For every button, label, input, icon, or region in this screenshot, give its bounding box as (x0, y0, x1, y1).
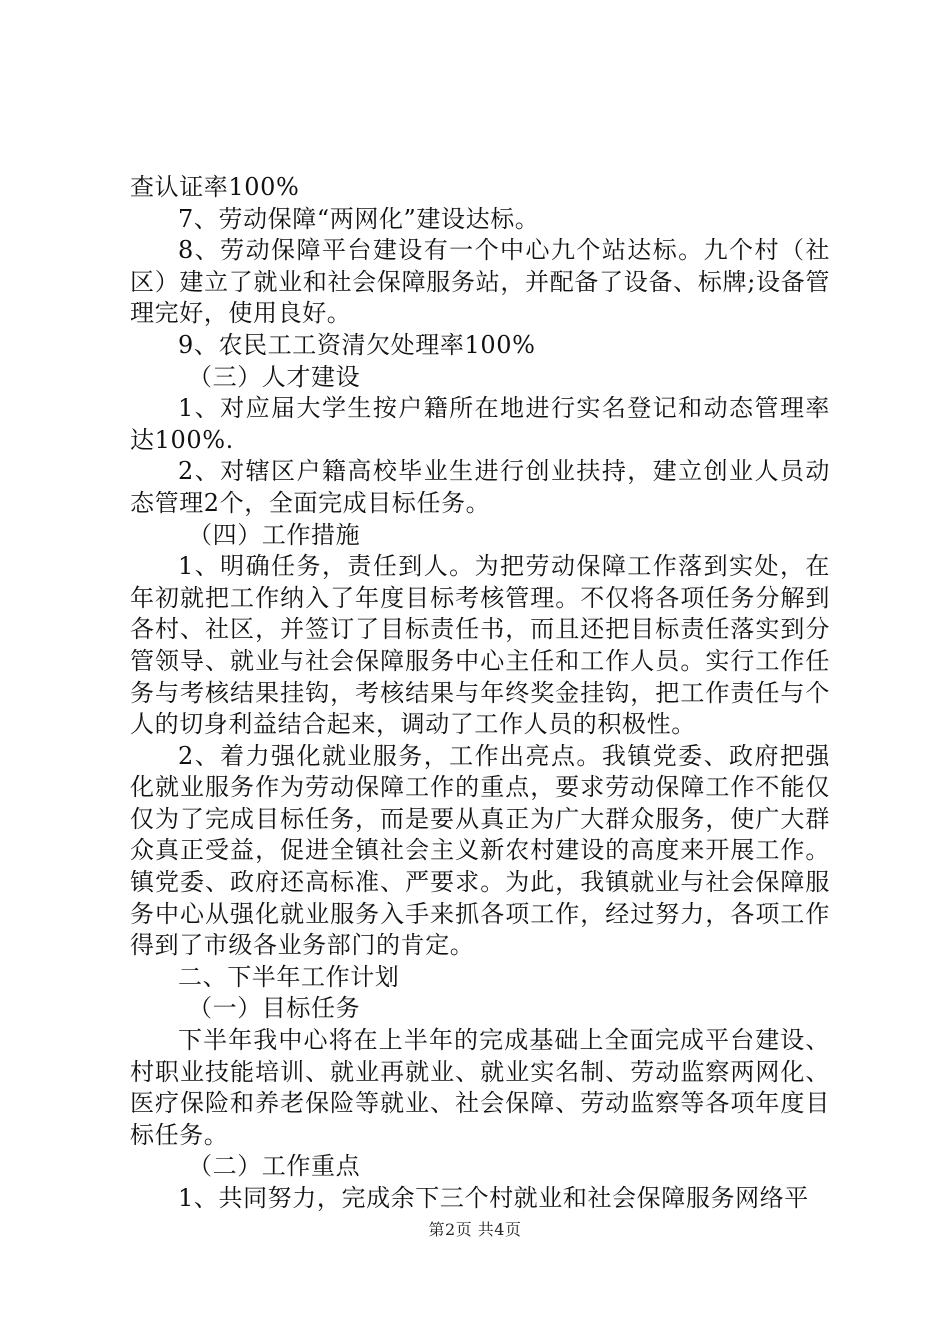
paragraph-measures-2: 2、着力强化就业服务，工作出亮点。我镇党委、政府把强化就业服务作为劳动保障工作的重点，要求劳动保障工作不能仅仅为了完成目标任务，而是要从真正为广大群众服务，使广大群众真正受益，促进全镇社会主义新农村建设的高度来开展工作。镇党委、政府还高标准、严要求。为此，我镇就业与社会保障服务中心从强化就业服务入手来抓各项工作，经过努力，各项工作得到了市级各业务部门的肯定。 (130, 741, 830, 960)
paragraph-focus-1: 1、共同努力，完成余下三个村就业和社会保障服务网络平 (178, 1184, 809, 1212)
paragraph-item-7: 7、劳动保障“两网化”建设达标。 (178, 204, 540, 233)
document-body (130, 172, 830, 1215)
section-heading-targets: （一）目标任务 (188, 994, 361, 1023)
paragraph-talent-1: 1、对应届大学生按户籍所在地进行实名登记和动态管理率达100%. (130, 394, 830, 454)
paragraph-talent-2: 2、对辖区户籍高校毕业生进行创业扶持，建立创业人员动态管理2个，全面完成目标任务。 (130, 457, 830, 517)
section-heading-plan: 二、下半年工作计划 (178, 962, 400, 991)
section-heading-focus: （二）工作重点 (188, 1152, 361, 1181)
paragraph-targets: 下半年我中心将在上半年的完成基础上全面完成平台建设、村职业技能培训、就业再就业、就业实名制、劳动监察两网化、医疗保险和养老保险等就业、社会保障、劳动监察等各项年度目标任务。 (130, 1026, 830, 1149)
section-heading-talent: （三）人才建设 (188, 362, 361, 391)
paragraph-continuation: 查认证率100% (130, 173, 300, 201)
page-number-footer: 第2页 共4页 (428, 1220, 522, 1239)
paragraph-measures-1: 1、明确任务，责任到人。为把劳动保障工作落到实处，在年初就把工作纳入了年度目标考核管理。不仅将各项任务分解到各村、社区，并签订了目标责任书，而且还把目标责任落实到分管领导、就业与社会保障服务中心主任和工作人员。实行工作任务与考核结果挂钩，考核结果与年终奖金挂钩，把工作责任与个人的切身利益结合起来，调动了工作人员的积极性。 (130, 552, 830, 739)
paragraph-item-9: 9、农民工工资清欠处理率100% (178, 330, 536, 359)
paragraph-item-8: 8、劳动保障平台建设有一个中心九个站达标。九个村（社区）建立了就业和社会保障服务站，并配备了设备、标牌;设备管理完好，使用良好。 (130, 236, 830, 328)
section-heading-measures: （四）工作措施 (188, 520, 361, 549)
